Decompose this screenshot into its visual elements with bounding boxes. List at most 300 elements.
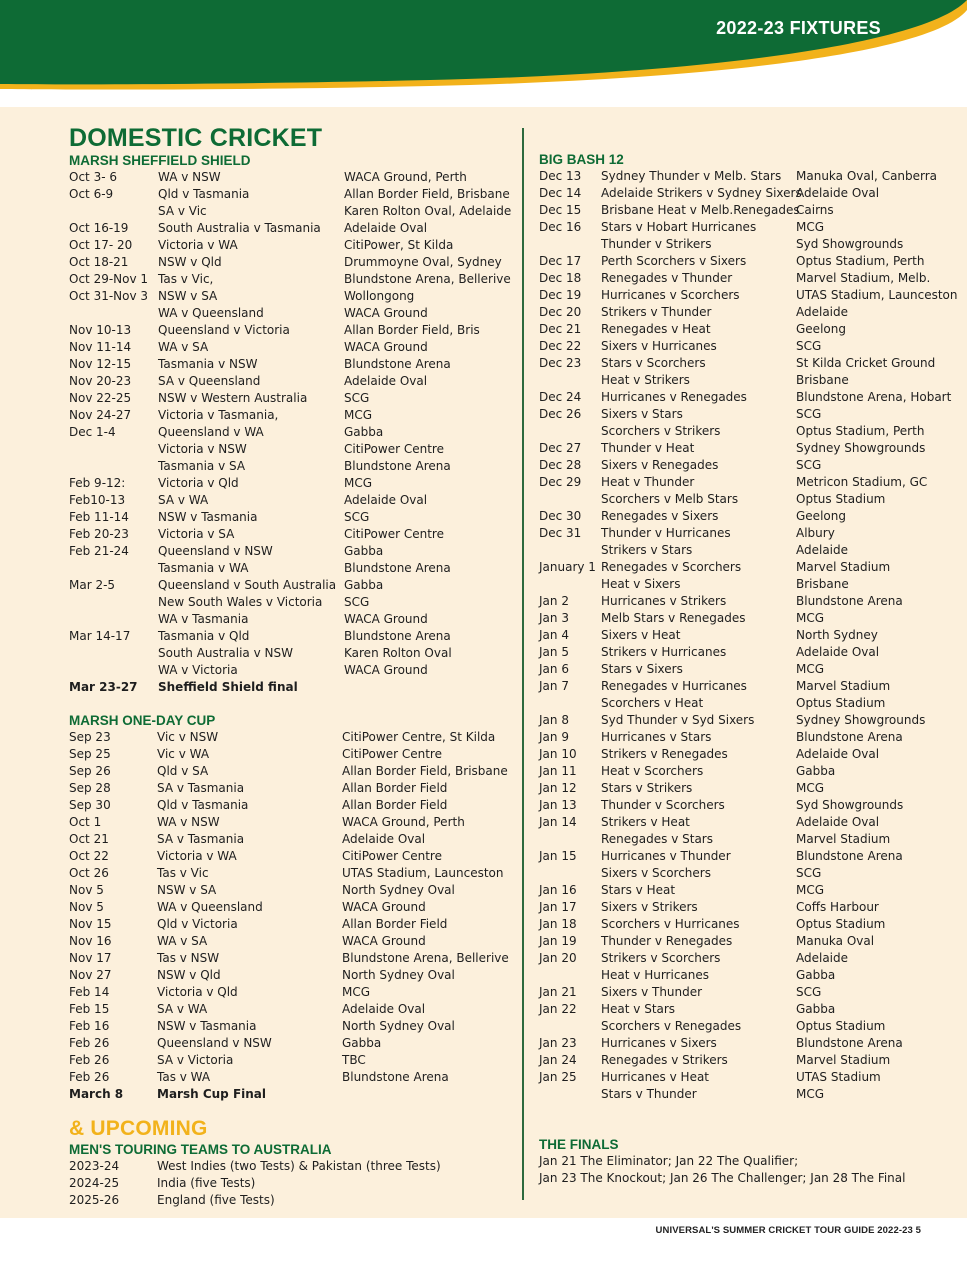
fixture-venue: Allan Border Field, Brisbane bbox=[344, 187, 510, 201]
fixture-venue: WACA Ground bbox=[344, 663, 428, 677]
fixture-match: Tasmania v SA bbox=[158, 459, 246, 473]
fixture-match: Heat v Sixers bbox=[601, 577, 681, 591]
fixture-match: Brisbane Heat v Melb.Renegades bbox=[601, 203, 800, 217]
fixture-date: Feb 11-14 bbox=[69, 510, 129, 524]
fixture-row bbox=[539, 984, 959, 1001]
domestic-title: DOMESTIC CRICKET bbox=[69, 124, 323, 152]
shield-title: MARSH SHEFFIELD SHIELD bbox=[69, 153, 251, 168]
fixture-venue: Marvel Stadium bbox=[796, 560, 891, 574]
fixture-row bbox=[69, 831, 514, 848]
fixture-match: Stars v Heat bbox=[601, 883, 676, 897]
fixture-venue: Adelaide bbox=[796, 951, 849, 965]
fixture-row bbox=[539, 508, 959, 525]
fixture-row bbox=[69, 933, 514, 950]
column-divider bbox=[522, 128, 524, 1200]
fixture-row bbox=[539, 848, 959, 865]
fixture-match: Qld v Tasmania bbox=[158, 187, 250, 201]
fixture-match: Stars v Sixers bbox=[601, 662, 683, 676]
fixture-row bbox=[539, 746, 959, 763]
fixture-date: Jan 11 bbox=[539, 764, 577, 778]
fixture-date: Dec 15 bbox=[539, 203, 582, 217]
fixture-match: Sixers v Renegades bbox=[601, 458, 719, 472]
fixture-date: Sep 26 bbox=[69, 764, 111, 778]
fixture-date: Dec 22 bbox=[539, 339, 582, 353]
fixture-match: Tasmania v Qld bbox=[158, 629, 250, 643]
fixture-date: Dec 17 bbox=[539, 254, 582, 268]
fixture-date: Oct 29-Nov 1 bbox=[69, 272, 149, 286]
fixture-date: Jan 6 bbox=[539, 662, 569, 676]
fixture-date: Oct 31-Nov 3 bbox=[69, 289, 149, 303]
fixture-venue: MCG bbox=[796, 1087, 825, 1101]
fixture-date: Jan 19 bbox=[539, 934, 577, 948]
fixture-match: Tasmania v WA bbox=[158, 561, 249, 575]
fixture-row bbox=[539, 916, 959, 933]
fixture-match: Heat v Stars bbox=[601, 1002, 676, 1016]
fixture-date: Dec 26 bbox=[539, 407, 582, 421]
fixture-date: Nov 16 bbox=[69, 934, 112, 948]
fixture-date: Feb10-13 bbox=[69, 493, 126, 507]
fixture-date: Oct 22 bbox=[69, 849, 109, 863]
fixture-date: Jan 2 bbox=[539, 594, 569, 608]
fixture-venue: CitiPower Centre bbox=[342, 747, 442, 761]
fixture-match: Hurricanes v Thunder bbox=[601, 849, 731, 863]
fixture-date: Nov 10-13 bbox=[69, 323, 132, 337]
fixture-match: Strikers v Scorchers bbox=[601, 951, 721, 965]
fixture-row bbox=[539, 780, 959, 797]
fixture-match: Strikers v Renegades bbox=[601, 747, 728, 761]
fixture-match: Sixers v Scorchers bbox=[601, 866, 711, 880]
fixture-row bbox=[539, 712, 959, 729]
fixture-venue: Adelaide Oval bbox=[344, 374, 428, 388]
fixture-match: Queensland v NSW bbox=[157, 1036, 272, 1050]
fixture-date: Dec 31 bbox=[539, 526, 582, 540]
fixture-venue: Gabba bbox=[344, 578, 384, 592]
fixture-venue: TBC bbox=[342, 1053, 366, 1067]
fixture-venue: Marvel Stadium bbox=[796, 832, 891, 846]
fixture-match: Hurricanes v Stars bbox=[601, 730, 712, 744]
fixture-match: Renegades v Hurricanes bbox=[601, 679, 747, 693]
fixture-venue: Optus Stadium, Perth bbox=[796, 424, 925, 438]
fixture-venue: Blundstone Arena, Hobart bbox=[796, 390, 952, 404]
fixture-date: Nov 5 bbox=[69, 883, 104, 897]
fixture-match: Queensland v NSW bbox=[158, 544, 273, 558]
fixture-row bbox=[69, 628, 514, 645]
fixture-row bbox=[69, 441, 514, 458]
fixture-match: NSW v SA bbox=[157, 883, 217, 897]
fixture-match: Syd Thunder v Syd Sixers bbox=[601, 713, 755, 727]
tour-detail: India (five Tests) bbox=[157, 1176, 256, 1190]
fixture-match: Queensland v South Australia bbox=[158, 578, 337, 592]
fixture-venue: Wollongong bbox=[344, 289, 415, 303]
fixture-date: Jan 13 bbox=[539, 798, 577, 812]
fixture-venue: Gabba bbox=[342, 1036, 382, 1050]
fixture-row bbox=[69, 237, 514, 254]
fixture-row bbox=[69, 865, 514, 882]
tour-season: 2024-25 bbox=[69, 1176, 120, 1190]
fixture-venue: Manuka Oval, Canberra bbox=[796, 169, 938, 183]
fixture-date: Jan 25 bbox=[539, 1070, 577, 1084]
fixture-date: Feb 26 bbox=[69, 1036, 110, 1050]
fixture-match: Hurricanes v Renegades bbox=[601, 390, 747, 404]
fixture-date: Feb 9-12: bbox=[69, 476, 126, 490]
fixture-date: Jan 9 bbox=[539, 730, 569, 744]
left-column bbox=[69, 125, 514, 1209]
fixture-match: NSW v Tasmania bbox=[158, 510, 258, 524]
fixture-row bbox=[69, 356, 514, 373]
oneday-title: MARSH ONE-DAY CUP bbox=[69, 713, 216, 728]
fixture-match: Strikers v Thunder bbox=[601, 305, 712, 319]
fixture-row bbox=[69, 899, 514, 916]
fixture-venue: Optus Stadium bbox=[796, 696, 886, 710]
fixture-date: Oct 21 bbox=[69, 832, 109, 846]
fixture-date: Mar 14-17 bbox=[69, 629, 131, 643]
fixture-date: Dec 28 bbox=[539, 458, 582, 472]
fixture-match: Adelaide Strikers v Sydney Sixers bbox=[601, 186, 802, 200]
fixture-row bbox=[69, 560, 514, 577]
fixture-match: Marsh Cup Final bbox=[157, 1087, 267, 1101]
fixture-match: Renegades v Heat bbox=[601, 322, 711, 336]
fixture-date: Jan 5 bbox=[539, 645, 569, 659]
fixture-venue: North Sydney bbox=[796, 628, 878, 642]
fixture-match: Scorchers v Renegades bbox=[601, 1019, 742, 1033]
fixture-match: Hurricanes v Strikers bbox=[601, 594, 727, 608]
bigbash-title: BIG BASH 12 bbox=[539, 152, 624, 167]
fixture-date: Jan 20 bbox=[539, 951, 577, 965]
fixture-venue: Sydney Showgrounds bbox=[796, 441, 926, 455]
fixture-date: Nov 12-15 bbox=[69, 357, 132, 371]
fixture-venue: Blundstone Arena bbox=[344, 629, 451, 643]
fixture-date: Nov 27 bbox=[69, 968, 112, 982]
fixture-venue: Adelaide bbox=[796, 305, 849, 319]
fixture-match: Renegades v Strikers bbox=[601, 1053, 728, 1067]
fixture-row bbox=[539, 797, 959, 814]
fixture-date: Dec 20 bbox=[539, 305, 582, 319]
fixture-venue: SCG bbox=[796, 866, 822, 880]
fixture-row bbox=[539, 763, 959, 780]
fixture-match: Stars v Strikers bbox=[601, 781, 693, 795]
fixture-row bbox=[539, 967, 959, 984]
fixture-venue: Brisbane bbox=[796, 577, 849, 591]
fixture-match: Thunder v Renegades bbox=[601, 934, 733, 948]
fixture-venue: Albury bbox=[796, 526, 835, 540]
fixture-match: Scorchers v Strikers bbox=[601, 424, 721, 438]
fixture-venue: Blundstone Arena bbox=[342, 1070, 449, 1084]
fixture-match: SA v WA bbox=[157, 1002, 208, 1016]
fixture-row bbox=[539, 423, 959, 440]
fixture-match: WA v NSW bbox=[158, 170, 221, 184]
fixture-row bbox=[539, 644, 959, 661]
fixture-date: Sep 23 bbox=[69, 730, 111, 744]
fixture-match: Vic v WA bbox=[157, 747, 210, 761]
fixture-venue: Manuka Oval bbox=[796, 934, 875, 948]
fixture-venue: WACA Ground bbox=[344, 612, 428, 626]
fixture-match: Victoria v WA bbox=[158, 238, 238, 252]
fixture-date: Sep 28 bbox=[69, 781, 111, 795]
fixture-row bbox=[539, 287, 959, 304]
fixture-row bbox=[539, 304, 959, 321]
fixture-date: Jan 22 bbox=[539, 1002, 577, 1016]
upcoming-title: & UPCOMING bbox=[69, 1117, 208, 1140]
fixture-date: Sep 30 bbox=[69, 798, 111, 812]
fixture-row bbox=[69, 645, 514, 662]
fixture-match: Hurricanes v Sixers bbox=[601, 1036, 717, 1050]
shield-fixtures bbox=[69, 169, 514, 696]
fixture-match: Queensland v WA bbox=[158, 425, 264, 439]
touring-title: MEN'S TOURING TEAMS TO AUSTRALIA bbox=[69, 1142, 332, 1157]
fixture-match: Heat v Hurricanes bbox=[601, 968, 710, 982]
fixture-venue: SCG bbox=[344, 391, 370, 405]
fixture-match: Sixers v Hurricanes bbox=[601, 339, 717, 353]
fixture-row bbox=[69, 1069, 514, 1086]
fixture-row bbox=[69, 1035, 514, 1052]
fixture-venue: SCG bbox=[344, 595, 370, 609]
fixture-row bbox=[69, 1175, 514, 1192]
fixture-row bbox=[539, 1052, 959, 1069]
header-title: 2022-23 FIXTURES bbox=[716, 18, 881, 38]
fixture-venue: Allan Border Field, Brisbane bbox=[342, 764, 508, 778]
fixture-row bbox=[539, 406, 959, 423]
fixture-venue: Adelaide bbox=[796, 543, 849, 557]
fixture-match: Renegades v Stars bbox=[601, 832, 713, 846]
fixture-venue: Geelong bbox=[796, 322, 846, 336]
fixture-date: Feb 14 bbox=[69, 985, 110, 999]
fixture-venue: SCG bbox=[344, 510, 370, 524]
fixture-row bbox=[69, 1086, 514, 1103]
fixture-date: Oct 1 bbox=[69, 815, 102, 829]
fixture-row bbox=[69, 203, 514, 220]
fixture-venue: CitiPower Centre bbox=[344, 442, 444, 456]
fixture-date: Sep 25 bbox=[69, 747, 111, 761]
fixture-row bbox=[69, 458, 514, 475]
fixture-venue: CitiPower Centre bbox=[344, 527, 444, 541]
fixture-row bbox=[69, 882, 514, 899]
fixture-date: Dec 21 bbox=[539, 322, 582, 336]
fixture-venue: Karen Rolton Oval bbox=[344, 646, 452, 660]
fixture-venue: CitiPower Centre, St Kilda bbox=[342, 730, 496, 744]
fixture-match: WA v SA bbox=[157, 934, 208, 948]
fixture-venue: Marvel Stadium bbox=[796, 679, 891, 693]
fixture-date: Jan 21 bbox=[539, 985, 577, 999]
fixture-row bbox=[539, 1035, 959, 1052]
fixture-row bbox=[539, 933, 959, 950]
fixture-match: Strikers v Stars bbox=[601, 543, 693, 557]
fixture-row bbox=[69, 916, 514, 933]
fixture-date: Dec 27 bbox=[539, 441, 582, 455]
fixture-row bbox=[69, 407, 514, 424]
fixture-date: Dec 18 bbox=[539, 271, 582, 285]
fixture-row bbox=[539, 695, 959, 712]
fixture-row bbox=[539, 202, 959, 219]
fixture-venue: Adelaide Oval bbox=[342, 1002, 426, 1016]
fixture-row bbox=[69, 475, 514, 492]
fixture-venue: Adelaide Oval bbox=[796, 815, 880, 829]
fixture-row bbox=[539, 219, 959, 236]
fixture-row bbox=[69, 492, 514, 509]
fixture-match: SA v WA bbox=[158, 493, 209, 507]
fixture-date: Feb 21-24 bbox=[69, 544, 129, 558]
fixture-row bbox=[69, 814, 514, 831]
fixture-venue: Metricon Stadium, GC bbox=[796, 475, 928, 489]
fixture-date: Jan 18 bbox=[539, 917, 577, 931]
fixture-date: Dec 30 bbox=[539, 509, 582, 523]
fixture-row bbox=[69, 780, 514, 797]
fixture-row bbox=[69, 797, 514, 814]
fixture-match: Victoria v SA bbox=[158, 527, 235, 541]
fixture-match: Thunder v Heat bbox=[601, 441, 695, 455]
fixture-venue: Blundstone Arena, Bellerive bbox=[344, 272, 511, 286]
fixture-venue: Allan Border Field bbox=[342, 917, 448, 931]
fixture-venue: MCG bbox=[342, 985, 371, 999]
fixture-venue: Gabba bbox=[344, 425, 384, 439]
fixture-match: NSW v Qld bbox=[157, 968, 221, 982]
fixture-match: Stars v Scorchers bbox=[601, 356, 706, 370]
fixture-venue: MCG bbox=[796, 611, 825, 625]
fixture-date: Oct 18-21 bbox=[69, 255, 129, 269]
fixture-row bbox=[539, 168, 959, 185]
fixture-venue: Karen Rolton Oval, Adelaide bbox=[344, 204, 512, 218]
fixture-venue: North Sydney Oval bbox=[342, 1019, 455, 1033]
fixture-venue: Marvel Stadium bbox=[796, 1053, 891, 1067]
fixture-venue: WACA Ground, Perth bbox=[342, 815, 465, 829]
fixture-match: Sheffield Shield final bbox=[158, 680, 298, 694]
fixture-venue: Allan Border Field bbox=[342, 798, 448, 812]
fixture-match: Thunder v Scorchers bbox=[601, 798, 725, 812]
fixture-match: Victoria v Qld bbox=[157, 985, 238, 999]
fixture-venue: WACA Ground bbox=[342, 934, 426, 948]
fixture-date: Nov 5 bbox=[69, 900, 104, 914]
fixture-venue: UTAS Stadium, Launceston bbox=[796, 288, 958, 302]
fixture-date: Jan 16 bbox=[539, 883, 577, 897]
fixture-match: WA v Queensland bbox=[157, 900, 263, 914]
fixture-row bbox=[69, 373, 514, 390]
fixture-date: Jan 24 bbox=[539, 1053, 577, 1067]
fixture-row bbox=[69, 984, 514, 1001]
fixture-row bbox=[539, 542, 959, 559]
fixture-row bbox=[539, 661, 959, 678]
fixture-venue: Coffs Harbour bbox=[796, 900, 879, 914]
fixture-venue: MCG bbox=[796, 781, 825, 795]
fixture-match: Victoria v Tasmania, bbox=[158, 408, 279, 422]
fixture-match: WA v Queensland bbox=[158, 306, 264, 320]
fixture-match: Tas v WA bbox=[157, 1070, 211, 1084]
fixture-match: Renegades v Thunder bbox=[601, 271, 733, 285]
fixture-row bbox=[69, 662, 514, 679]
fixture-row bbox=[69, 950, 514, 967]
fixture-row bbox=[69, 746, 514, 763]
fixture-match: Sixers v Heat bbox=[601, 628, 681, 642]
fixture-date: Nov 15 bbox=[69, 917, 112, 931]
fixture-match: NSW v Western Australia bbox=[158, 391, 308, 405]
fixture-row bbox=[69, 288, 514, 305]
fixture-row bbox=[69, 1052, 514, 1069]
fixture-match: South Australia v Tasmania bbox=[158, 221, 321, 235]
fixture-row bbox=[539, 1018, 959, 1035]
fixture-match: Queensland v Victoria bbox=[158, 323, 290, 337]
fixture-date: Jan 10 bbox=[539, 747, 577, 761]
fixture-match: Sixers v Strikers bbox=[601, 900, 698, 914]
fixture-date: Feb 15 bbox=[69, 1002, 110, 1016]
fixture-row bbox=[69, 967, 514, 984]
fixture-date: Dec 13 bbox=[539, 169, 582, 183]
fixture-venue: Adelaide Oval bbox=[796, 747, 880, 761]
fixture-venue: Optus Stadium bbox=[796, 492, 886, 506]
fixture-match: Qld v SA bbox=[157, 764, 209, 778]
fixture-row bbox=[539, 1001, 959, 1018]
fixture-venue: Gabba bbox=[344, 544, 384, 558]
fixture-row bbox=[539, 270, 959, 287]
fixture-row bbox=[69, 1018, 514, 1035]
fixture-match: Strikers v Heat bbox=[601, 815, 690, 829]
fixture-row bbox=[539, 355, 959, 372]
fixture-venue: MCG bbox=[796, 220, 825, 234]
fixture-venue: Optus Stadium bbox=[796, 917, 886, 931]
fixture-row bbox=[539, 338, 959, 355]
fixture-venue: WACA Ground bbox=[344, 306, 428, 320]
oneday-fixtures bbox=[69, 729, 514, 1103]
fixture-venue: Blundstone Arena bbox=[344, 459, 451, 473]
fixture-match: Hurricanes v Scorchers bbox=[601, 288, 740, 302]
fixture-match: Victoria v Qld bbox=[158, 476, 239, 490]
fixture-date: Jan 17 bbox=[539, 900, 577, 914]
fixture-row bbox=[69, 220, 514, 237]
fixture-date: Feb 20-23 bbox=[69, 527, 129, 541]
fixture-venue: WACA Ground bbox=[342, 900, 426, 914]
page-number: 5 bbox=[915, 1225, 921, 1236]
fixture-row bbox=[539, 253, 959, 270]
page-footer bbox=[656, 1225, 921, 1236]
fixture-row bbox=[69, 594, 514, 611]
fixture-match: Thunder v Hurricanes bbox=[601, 526, 731, 540]
fixture-venue: Allan Border Field, Bris bbox=[344, 323, 480, 337]
fixture-row bbox=[69, 848, 514, 865]
fixture-date: Jan 4 bbox=[539, 628, 569, 642]
fixture-date: Jan 3 bbox=[539, 611, 569, 625]
right-column bbox=[539, 151, 959, 1187]
fixture-match: SA v Victoria bbox=[157, 1053, 234, 1067]
fixture-date: Jan 7 bbox=[539, 679, 569, 693]
fixture-match: Qld v Tasmania bbox=[157, 798, 249, 812]
fixture-match: Stars v Thunder bbox=[601, 1087, 697, 1101]
fixture-row bbox=[539, 474, 959, 491]
fixture-row bbox=[539, 882, 959, 899]
fixture-row bbox=[539, 729, 959, 746]
fixture-venue: MCG bbox=[796, 662, 825, 676]
fixture-row bbox=[539, 440, 959, 457]
fixture-match: Sydney Thunder v Melb. Stars bbox=[601, 169, 782, 183]
fixture-venue: Blundstone Arena bbox=[796, 730, 903, 744]
tour-season: 2023-24 bbox=[69, 1159, 120, 1173]
fixture-venue: Blundstone Arena bbox=[796, 594, 903, 608]
fixture-match: Perth Scorchers v Sixers bbox=[601, 254, 747, 268]
fixture-row bbox=[69, 254, 514, 271]
fixture-venue: Blundstone Arena bbox=[344, 561, 451, 575]
fixture-row bbox=[69, 763, 514, 780]
fixture-match: SA v Queensland bbox=[158, 374, 261, 388]
fixture-row bbox=[69, 424, 514, 441]
fixture-date: Dec 14 bbox=[539, 186, 582, 200]
fixture-row bbox=[69, 1001, 514, 1018]
fixture-venue: Brisbane bbox=[796, 373, 849, 387]
fixture-row bbox=[69, 1192, 514, 1209]
fixture-venue: CitiPower, St Kilda bbox=[344, 238, 454, 252]
fixture-row bbox=[539, 525, 959, 542]
fixture-match: Scorchers v Hurricanes bbox=[601, 917, 740, 931]
fixture-date: March 8 bbox=[69, 1087, 124, 1101]
fixture-match: WA v NSW bbox=[157, 815, 220, 829]
fixture-date: Dec 1-4 bbox=[69, 425, 116, 439]
fixture-row bbox=[69, 271, 514, 288]
fixture-venue: Allan Border Field bbox=[342, 781, 448, 795]
